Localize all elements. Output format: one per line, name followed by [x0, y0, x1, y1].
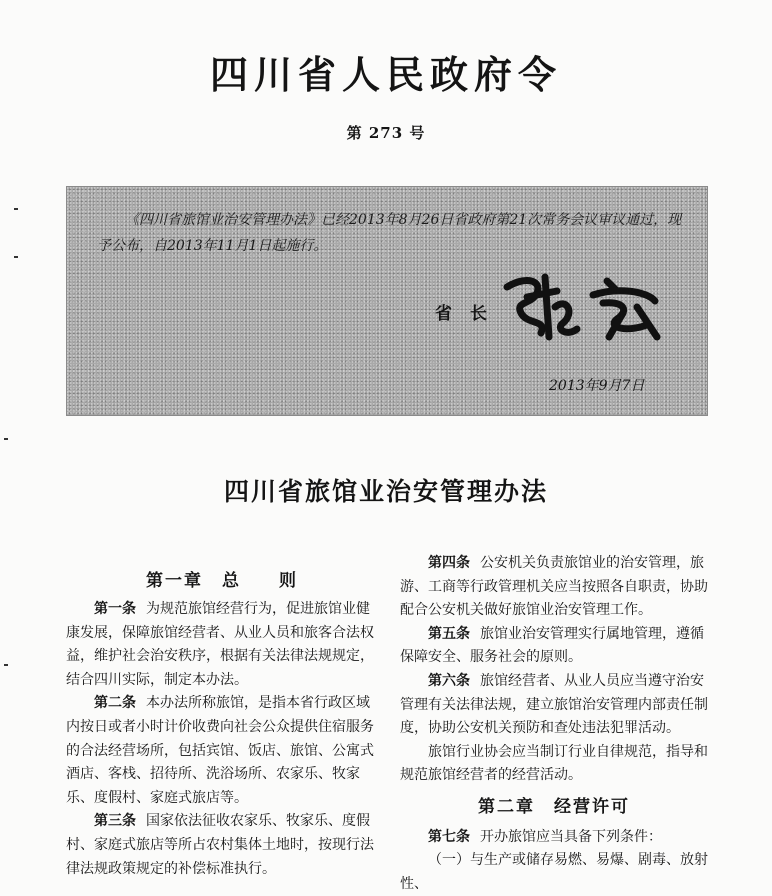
article-4: 第四条 公安机关负责旅馆业的治安管理，旅游、工商等行政管理机关应当按照各自职责，协助配合公安机关做好旅馆业治安管理工作。	[400, 555, 708, 619]
governor-label: 省长	[435, 304, 505, 324]
decree-text: 《四川省旅馆业治安管理办法》已经2013年8月26日省政府第21次常务会议审议通过，现予公布，自2013年11月1日起施行。	[97, 212, 682, 254]
article-3: 第三条 国家依法征收农家乐、牧家乐、度假村、家庭式旅店等所占农村集体土地时，按现行法律法规政策规定的补偿标准执行。	[66, 813, 374, 877]
decree-box	[66, 186, 708, 416]
chapter-2-heading: 第二章 经营许可	[478, 796, 630, 817]
article-2: 第二条 本办法所称旅馆，是指本省行政区域内按日或者小时计价收费向社会公众提供住宿服务的合法经营场所，包括宾馆、饭店、旅馆、公寓式酒店、客栈、招待所、洗浴场所、农家乐、牧家乐、度假村、家庭式旅店等。	[66, 695, 374, 806]
order-number: 第 273 号	[346, 124, 426, 142]
scan-mark	[4, 438, 8, 440]
article-5: 第五条 旅馆业治安管理实行属地管理，遵循保障安全、服务社会的原则。	[400, 625, 704, 666]
article-6: 第六条 旅馆经营者、从业人员应当遵守治安管理有关法律法规，建立旅馆治安管理内部责任制度，协助公安机关预防和查处违法犯罪活动。	[400, 672, 708, 737]
chapter-1-heading: 第一章 总 则	[146, 571, 298, 591]
article-label: 第七条	[428, 828, 470, 845]
article-label: 第六条	[428, 672, 470, 689]
decree-date: 2013年9月7日	[549, 378, 645, 394]
article-7-item-1: （一）与生产或储存易燃、易爆、剧毒、放射性、	[400, 852, 708, 892]
article-7: 第七条 开办旅馆应当具备下列条件：	[428, 828, 662, 845]
article-1: 第一条 为规范旅馆经营行为，促进旅馆业健康发展，保障旅馆经营者、从业人员和旅客合法权益，维护社会治安秩序，根据有关法律法规规定，结合四川实际，制定本办法。	[66, 601, 374, 688]
law-title: 四川省旅馆业治安管理办法	[223, 477, 548, 506]
scan-mark	[4, 664, 8, 666]
governor-signature	[497, 267, 677, 347]
decree-title: 四川省人民政府令	[209, 52, 562, 97]
scan-mark	[14, 208, 18, 210]
article-label: 第四条	[428, 555, 470, 571]
article-label: 第五条	[428, 625, 470, 642]
article-label: 第一条	[94, 601, 136, 617]
left-column	[66, 598, 378, 881]
article-label: 第三条	[94, 813, 136, 830]
scan-mark	[14, 256, 18, 258]
article-6-paragraph-2: 旅馆行业协会应当制订行业自律规范，指导和规范旅馆经营者的经营活动。	[400, 743, 708, 784]
article-label: 第二条	[94, 695, 136, 712]
right-column	[400, 552, 708, 896]
